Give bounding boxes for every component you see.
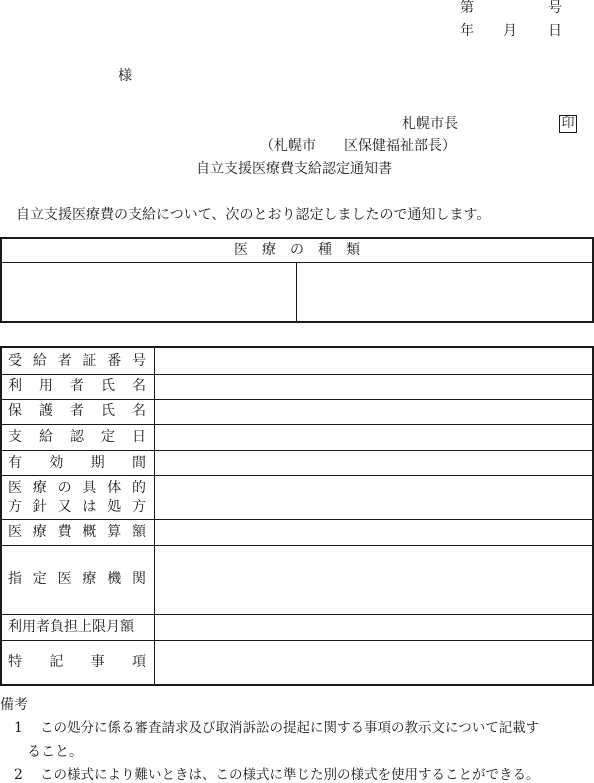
date-month-label: 月 (503, 23, 517, 39)
row-label-monthly-cap: 利用者負担上限月額 (8, 619, 134, 635)
medical-type-cell-left[interactable] (2, 263, 296, 321)
value-estimated-cost[interactable] (155, 520, 592, 545)
note-1-line1: この処分に係る審査請求及び取消訴訟の提起に関する事項の教示文について記載す (40, 720, 540, 736)
note-2-line1: この様式により難いときは、この様式に準じた別の様式を使用することができる。 (40, 767, 540, 783)
value-guardian-name[interactable] (155, 400, 592, 424)
row-label-special-notes: 特記事項 (8, 654, 146, 670)
notes-heading: 備考 (0, 697, 28, 713)
value-designated-institution[interactable] (155, 546, 592, 614)
note-1-line2: ること。 (27, 744, 83, 760)
issuer-subtitle: （札幌市 区保健福祉部長） (260, 138, 456, 154)
row-label-user-name: 利用者氏名 (8, 378, 146, 394)
row-label-recipient-number: 受給者証番号 (8, 353, 146, 369)
value-approval-date[interactable] (155, 425, 592, 450)
medical-type-header: 医 療 の 種 類 (234, 242, 360, 258)
intro-text: 自立支援医療費の支給について、次のとおり認定しましたので通知します。 (16, 207, 491, 223)
medical-type-cell-right[interactable] (297, 263, 592, 321)
value-user-name[interactable] (155, 375, 592, 399)
document-title: 自立支援医療費支給認定通知書 (196, 161, 392, 177)
value-special-notes[interactable] (155, 641, 592, 684)
number-label-dai: 第 (460, 0, 474, 16)
value-recipient-number[interactable] (155, 348, 592, 374)
row-label-valid-period: 有効期間 (8, 455, 146, 471)
row-label-treatment-policy-2: 方針又は処方 (8, 499, 146, 515)
note-2-number: 2 (14, 767, 23, 783)
row-label-guardian-name: 保護者氏名 (8, 403, 146, 419)
value-valid-period[interactable] (155, 451, 592, 475)
value-monthly-cap[interactable] (155, 615, 592, 640)
official-seal: 印 (559, 115, 577, 133)
row-label-approval-date: 支給認定日 (8, 429, 146, 445)
number-label-go: 号 (548, 0, 562, 16)
row-label-designated-institution: 指定医療機関 (8, 571, 146, 587)
addressee-suffix: 様 (118, 68, 132, 84)
date-day-label: 日 (548, 23, 562, 39)
date-year-label: 年 (460, 23, 474, 39)
row-label-estimated-cost: 医療費概算額 (8, 524, 146, 540)
issuer-title: 札幌市長 (402, 116, 458, 132)
value-treatment-policy[interactable] (155, 476, 592, 519)
note-1-number: 1 (14, 720, 23, 736)
row-label-treatment-policy-1: 医療の具体的 (8, 480, 146, 496)
